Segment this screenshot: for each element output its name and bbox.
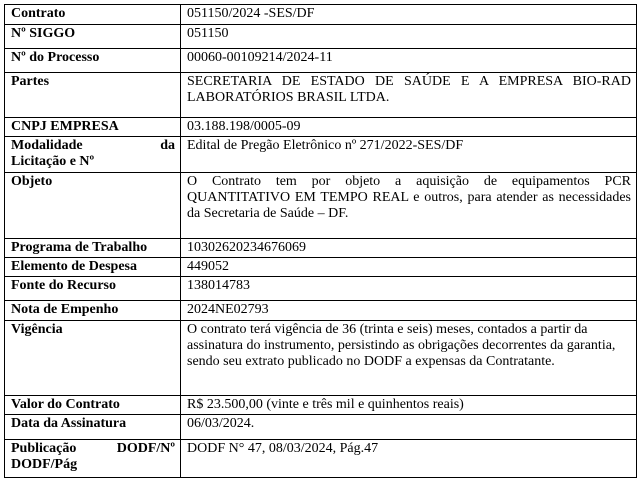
label-modalidade-b: da <box>160 138 175 153</box>
value-processo: 00060-00109214/2024-11 <box>181 49 637 73</box>
row-publicacao <box>5 440 637 478</box>
row-processo <box>5 49 637 73</box>
label-publicacao-c: DODF/Pág <box>11 457 78 472</box>
label-modalidade <box>5 137 181 173</box>
value-partes: SECRETARIA DE ESTADO DE SAÚDE E A EMPRESA BIO-RAD LABORATÓRIOS BRASIL LTDA. <box>181 73 637 118</box>
label-publicacao-b: DODF/Nº <box>116 441 175 456</box>
label-objeto: Objeto <box>5 173 181 239</box>
value-valor: R$ 23.500,00 (vinte e três mil e quinhentos reais) <box>181 396 637 415</box>
row-vigencia <box>5 321 637 396</box>
value-publicacao: DODF N° 47, 08/03/2024, Pág.47 <box>181 440 637 478</box>
row-partes <box>5 73 637 118</box>
label-siggo: Nº SIGGO <box>5 25 181 49</box>
row-cnpj <box>5 118 637 137</box>
label-cnpj: CNPJ EMPRESA <box>5 118 181 137</box>
label-processo: Nº do Processo <box>5 49 181 73</box>
value-fonte: 138014783 <box>181 277 637 301</box>
label-partes: Partes <box>5 73 181 118</box>
row-data <box>5 415 637 440</box>
label-publicacao-a: Publicação <box>11 441 77 456</box>
row-siggo <box>5 25 637 49</box>
value-modalidade: Edital de Pregão Eletrônico nº 271/2022-SES/DF <box>181 137 637 173</box>
row-modalidade <box>5 137 637 173</box>
label-vigencia: Vigência <box>5 321 181 396</box>
value-vigencia: O contrato terá vigência de 36 (trinta e seis) meses, contados a partir da assinatura do instrumento, persistindo as obrigações decorrentes da garantia, sendo seu extrato publicado no DODF a expensas da Contratante. <box>181 321 637 396</box>
value-programa: 10302620234676069 <box>181 239 637 258</box>
row-valor <box>5 396 637 415</box>
value-elemento: 449052 <box>181 258 637 277</box>
label-contrato: Contrato <box>5 5 181 25</box>
value-data: 06/03/2024. <box>181 415 637 440</box>
label-modalidade-c: Licitação e Nº <box>11 154 95 169</box>
value-contrato: 051150/2024 -SES/DF <box>181 5 637 25</box>
label-valor: Valor do Contrato <box>5 396 181 415</box>
value-cnpj: 03.188.198/0005-09 <box>181 118 637 137</box>
label-empenho: Nota de Empenho <box>5 301 181 321</box>
row-objeto <box>5 173 637 239</box>
label-publicacao <box>5 440 181 478</box>
row-programa <box>5 239 637 258</box>
value-empenho: 2024NE02793 <box>181 301 637 321</box>
label-modalidade-a: Modalidade <box>11 138 83 153</box>
value-objeto: O Contrato tem por objeto a aquisição de equipamentos PCR QUANTITATIVO EM TEMPO REAL e outros, para atender as necessidades da Secretaria de Saúde – DF. <box>181 173 637 239</box>
value-siggo: 051150 <box>181 25 637 49</box>
row-elemento <box>5 258 637 277</box>
row-fonte <box>5 277 637 301</box>
label-data: Data da Assinatura <box>5 415 181 440</box>
contract-summary-table <box>4 4 637 478</box>
row-empenho <box>5 301 637 321</box>
row-contrato <box>5 5 637 25</box>
label-programa: Programa de Trabalho <box>5 239 181 258</box>
label-elemento: Elemento de Despesa <box>5 258 181 277</box>
label-fonte: Fonte do Recurso <box>5 277 181 301</box>
